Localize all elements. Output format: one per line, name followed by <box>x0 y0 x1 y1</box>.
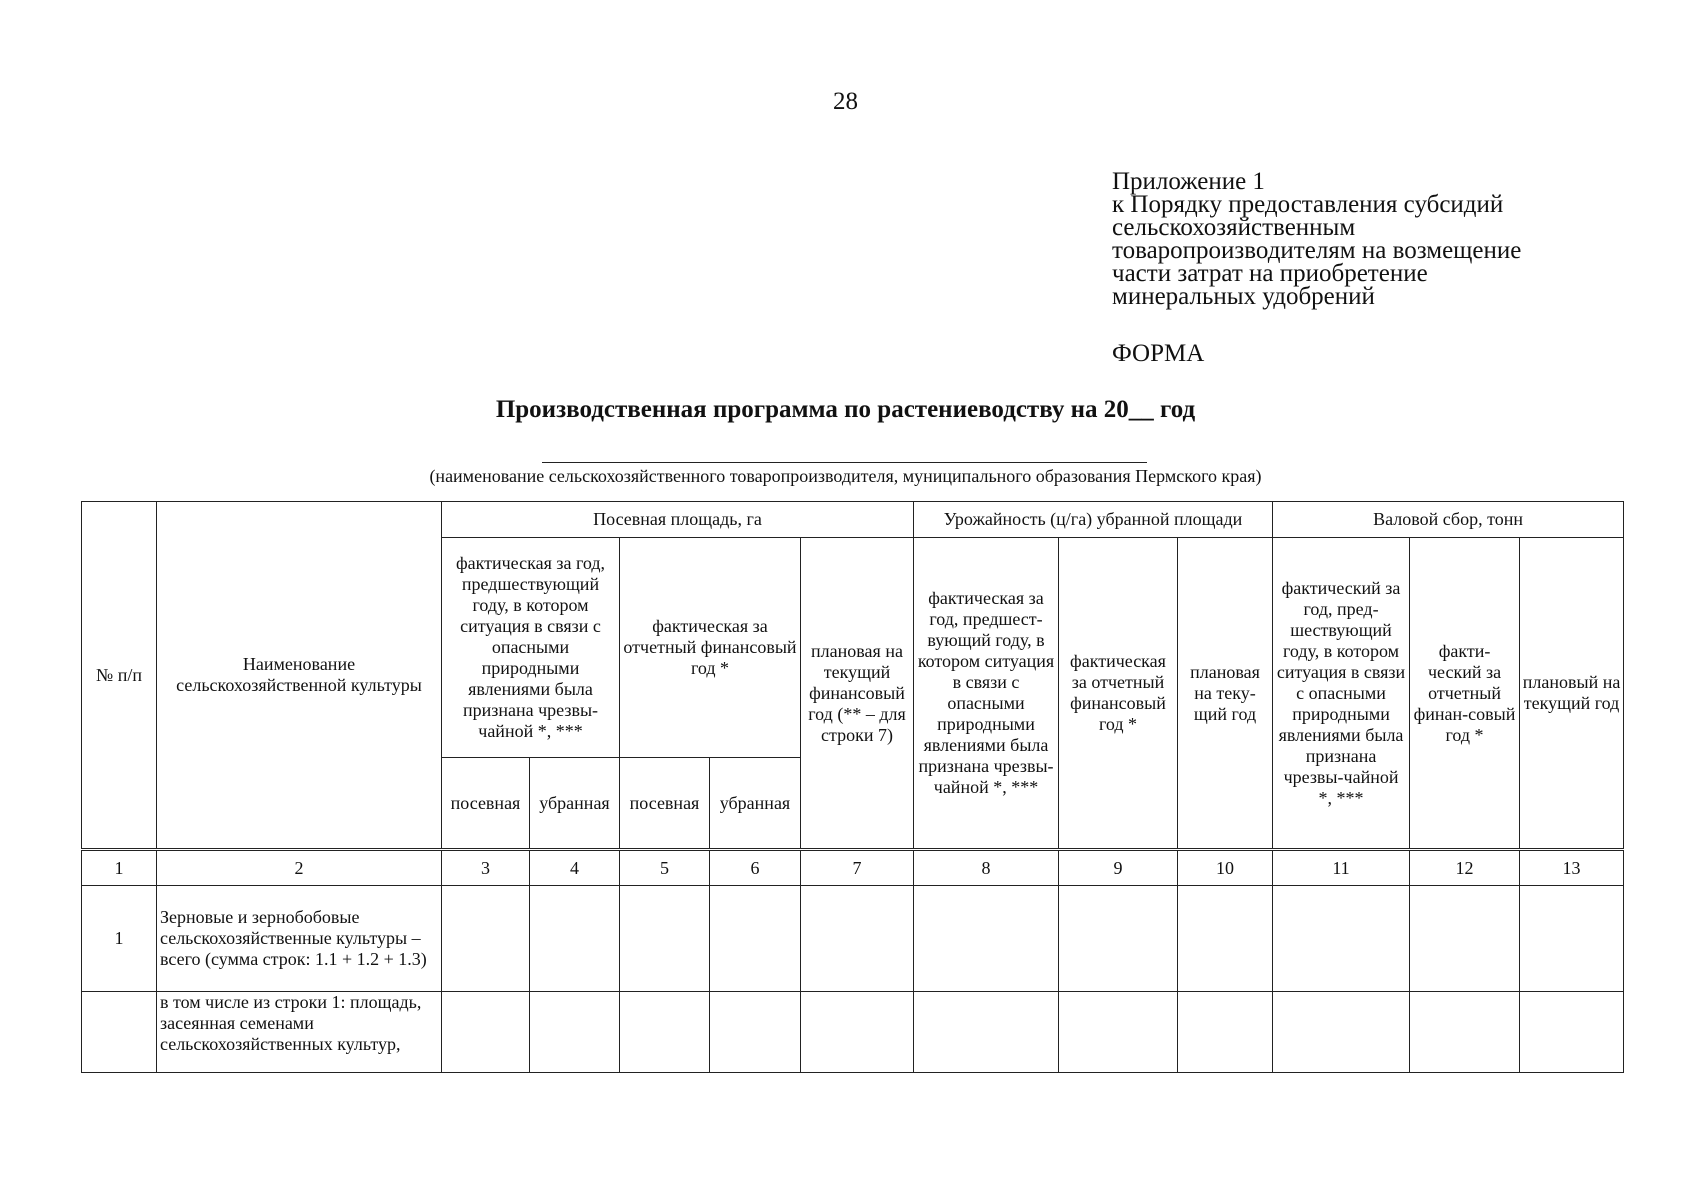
page-number: 28 <box>833 88 858 115</box>
header-area-plan: плановая на текущий финансовый год (** – для строки 7) <box>801 538 914 850</box>
header-yield: Урожайность (ц/га) убранной площади <box>914 502 1273 538</box>
header-harvested: убранная <box>710 758 801 850</box>
input-cell[interactable] <box>914 992 1059 1073</box>
table-row <box>82 886 1624 992</box>
header-yield-fact-prev: фактическая за год, предшест-вующий году, в котором ситуация в связи с опасными природными явлениями была признана чрезвы-чайной *, *** <box>914 538 1059 850</box>
document-title: Производственная программа по растениеводству на 20__ год <box>495 396 1196 423</box>
appendix-line: минеральных удобрений <box>1112 283 1375 310</box>
input-cell[interactable] <box>1520 886 1624 992</box>
header-sown: посевная <box>620 758 710 850</box>
production-program-table <box>81 501 1624 1073</box>
header-area-fact-prev: фактическая за год, предшествующий году, в котором ситуация в связи с опасными природными явлениями была признана чрезвы-чайной *, *** <box>442 538 620 758</box>
appendix-line: части затрат на приобретение <box>1112 260 1428 287</box>
row-culture-name: Зерновые и зернобобовые сельскохозяйственные культуры – всего (сумма строк: 1.1 + 1.2 + 1.3) <box>157 886 442 992</box>
row-num <box>82 992 157 1073</box>
header-culture: Наименование сельскохозяйственной культуры <box>157 502 442 850</box>
appendix-line: к Порядку предоставления субсидий <box>1112 191 1504 218</box>
table-row <box>82 992 1624 1073</box>
header-sown-area: Посевная площадь, га <box>442 502 914 538</box>
header-yield-plan: плановая на теку-щий год <box>1178 538 1273 850</box>
input-cell[interactable] <box>530 992 620 1073</box>
column-number: 10 <box>1178 850 1273 886</box>
header-gross-fact-report: факти-ческий за отчетный финан-совый год * <box>1410 538 1520 850</box>
input-cell[interactable] <box>1178 992 1273 1073</box>
input-cell[interactable] <box>1273 886 1410 992</box>
input-cell[interactable] <box>530 886 620 992</box>
input-cell[interactable] <box>1410 886 1520 992</box>
input-cell[interactable] <box>620 992 710 1073</box>
header-gross-fact-prev: фактический за год, пред-шествующий году, в котором ситуация в связи с опасными природными явлениями была признана чрезвы-чайной *, *** <box>1273 538 1410 850</box>
input-cell[interactable] <box>1520 992 1624 1073</box>
column-number: 8 <box>914 850 1059 886</box>
header-sown: посевная <box>442 758 530 850</box>
header-yield-fact-report: фактическая за отчетный финансовый год * <box>1059 538 1178 850</box>
column-number: 7 <box>801 850 914 886</box>
input-cell[interactable] <box>1178 886 1273 992</box>
header-gross: Валовой сбор, тонн <box>1273 502 1624 538</box>
input-cell[interactable] <box>1273 992 1410 1073</box>
input-cell[interactable] <box>801 992 914 1073</box>
column-number: 13 <box>1520 850 1624 886</box>
column-number: 5 <box>620 850 710 886</box>
column-number: 3 <box>442 850 530 886</box>
appendix-block <box>1112 170 1632 308</box>
input-cell[interactable] <box>914 886 1059 992</box>
row-num: 1 <box>82 886 157 992</box>
input-cell[interactable] <box>442 886 530 992</box>
appendix-line: товаропроизводителям на возмещение <box>1112 237 1522 264</box>
header-num: № п/п <box>82 502 157 850</box>
column-number: 4 <box>530 850 620 886</box>
form-label: ФОРМА <box>1112 340 1205 367</box>
input-cell[interactable] <box>1410 992 1520 1073</box>
header-area-fact-report: фактическая за отчетный финансовый год * <box>620 538 801 758</box>
column-number: 2 <box>157 850 442 886</box>
column-number: 6 <box>710 850 801 886</box>
column-number: 11 <box>1273 850 1410 886</box>
column-number: 1 <box>82 850 157 886</box>
input-cell[interactable] <box>1059 886 1178 992</box>
column-number-row <box>82 850 1624 886</box>
input-cell[interactable] <box>620 886 710 992</box>
appendix-line: Приложение 1 <box>1112 168 1265 195</box>
input-cell[interactable] <box>442 992 530 1073</box>
column-number: 9 <box>1059 850 1178 886</box>
appendix-line: сельскохозяйственным <box>1112 214 1356 241</box>
name-caption: (наименование сельскохозяйственного товаропроизводителя, муниципального образования Пермского края) <box>429 466 1262 486</box>
input-cell[interactable] <box>1059 992 1178 1073</box>
input-cell[interactable] <box>710 886 801 992</box>
header-harvested: убранная <box>530 758 620 850</box>
row-culture-name: в том числе из строки 1: площадь, засеянная семенами сельскохозяйственных культур, <box>157 992 442 1073</box>
input-cell[interactable] <box>801 886 914 992</box>
input-cell[interactable] <box>710 992 801 1073</box>
header-gross-plan: плановый на текущий год <box>1520 538 1624 850</box>
name-fill-line <box>542 462 1147 463</box>
column-number: 12 <box>1410 850 1520 886</box>
